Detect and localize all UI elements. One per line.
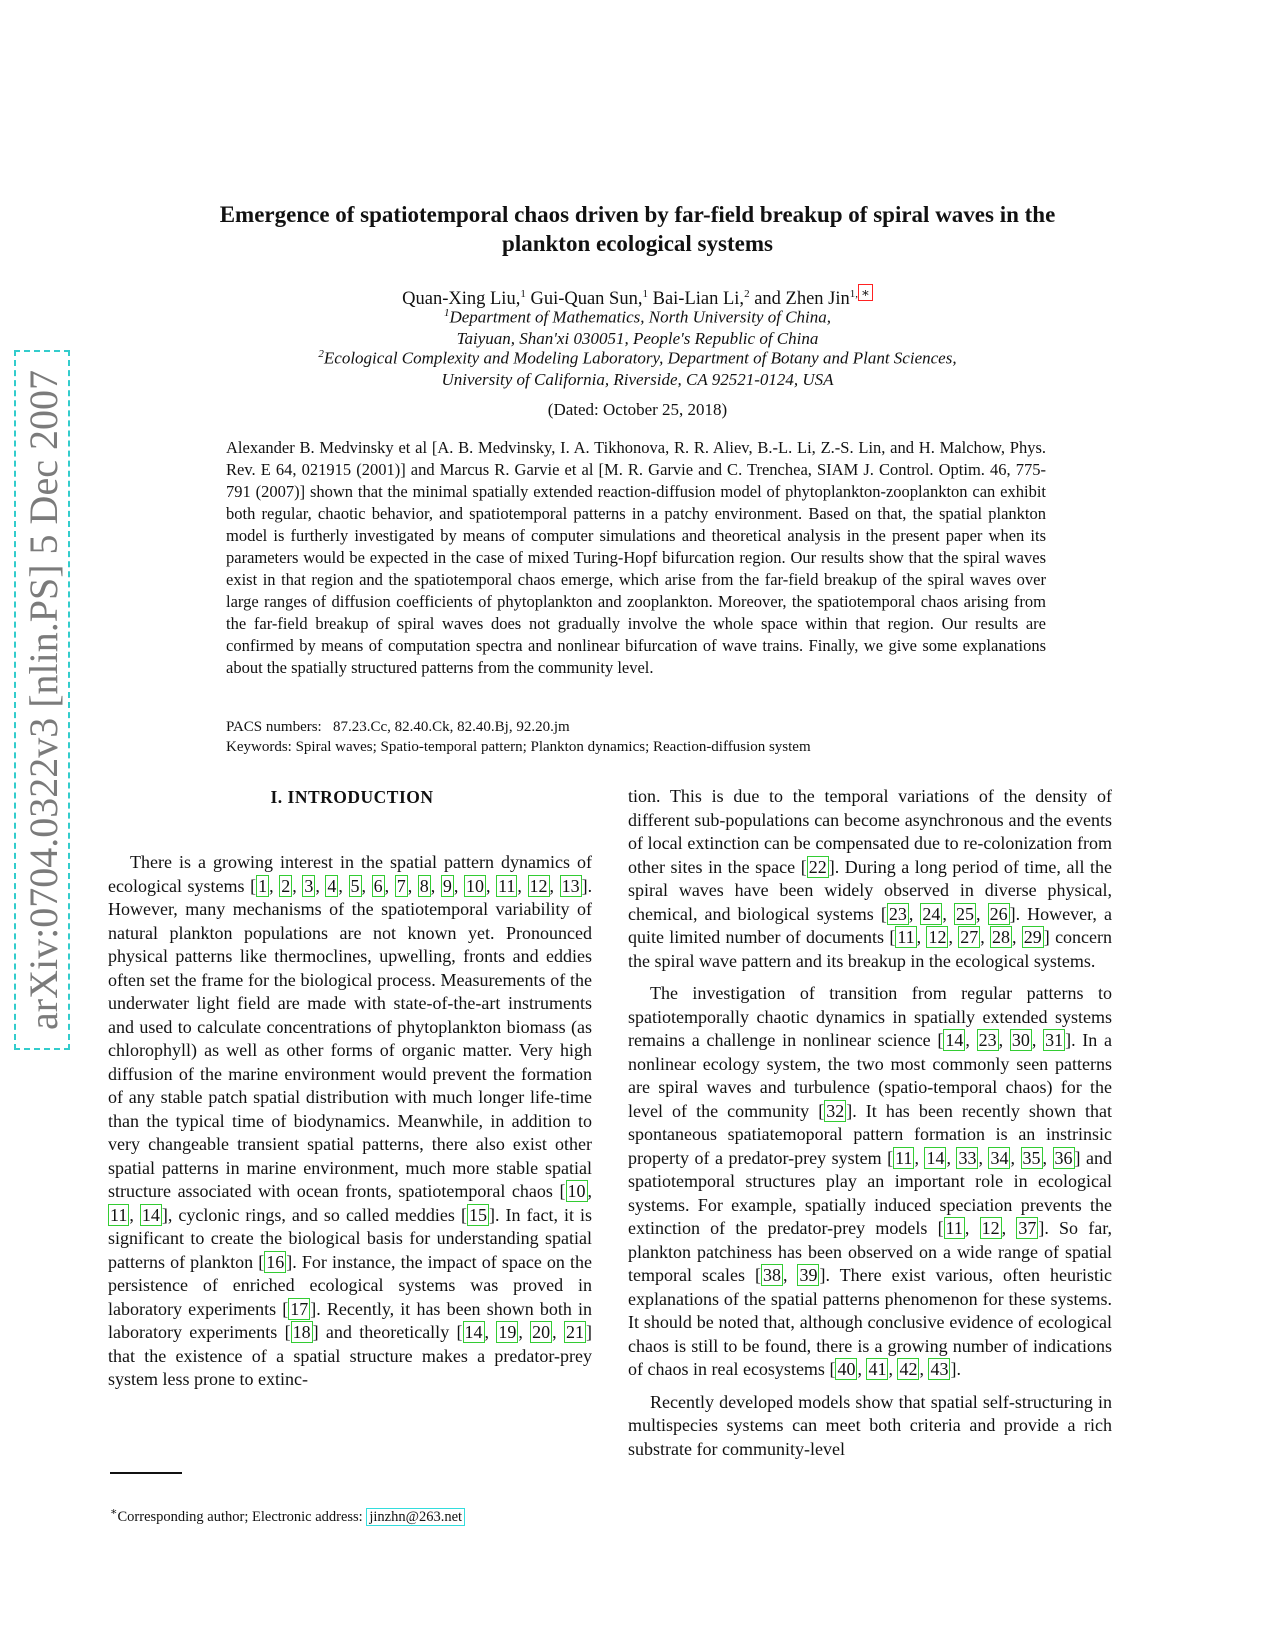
citation-link[interactable]: 34 (990, 1147, 1009, 1168)
citation-link[interactable]: 10 (567, 1181, 586, 1201)
title-line-2: plankton ecological systems (502, 231, 773, 256)
pacs-values: 87.23.Cc, 82.40.Ck, 82.40.Bj, 92.20.jm (332, 719, 570, 735)
citation-link[interactable]: 36 (1054, 1147, 1073, 1168)
corresponding-author-link[interactable]: ∗ (858, 284, 873, 301)
citation-link[interactable]: 12 (981, 1218, 1000, 1238)
citation-link[interactable]: 40 (837, 1359, 856, 1379)
citation-link[interactable]: 25 (956, 903, 974, 924)
affiliation-marker: 2 (318, 348, 324, 360)
citation-link[interactable]: 3 (304, 875, 314, 896)
citation-link[interactable]: 11 (110, 1204, 128, 1225)
citation-group: 14 , 19 , 20 , 21 (464, 1322, 584, 1342)
affiliation-1 (100, 303, 1175, 349)
citation-link[interactable]: 29 (1023, 927, 1042, 947)
affiliation-marker: 1 (642, 288, 648, 300)
citation-link[interactable]: 39 (799, 1265, 818, 1285)
keywords: Keywords: Spiral waves; Spatio-temporal pattern; Plankton dynamics; Reaction-diffusion system (226, 739, 811, 755)
citation-link[interactable]: 37 (1018, 1218, 1037, 1238)
citation-group (288, 1298, 310, 1320)
affiliation-text: Ecological Complexity and Modeling Laboratory, Department of Botany and Plant Sciences, (323, 348, 957, 368)
citation-link[interactable]: 33 (958, 1147, 977, 1168)
citation-link[interactable]: 14 (945, 1030, 964, 1050)
citation-group (807, 856, 829, 878)
citation-link[interactable]: 21 (566, 1322, 584, 1342)
footnote-text: Corresponding author; Electronic address: (117, 1508, 367, 1525)
affiliation-marker: 1, (849, 288, 858, 300)
citation-group: 11 , 12 , 37 (945, 1218, 1037, 1238)
citation-link[interactable]: 4 (327, 875, 337, 896)
pacs-label: PACS numbers: (226, 719, 322, 735)
citation-link[interactable]: 2 (281, 875, 291, 896)
citation-link[interactable]: 31 (1045, 1030, 1064, 1050)
author-name: Bai-Lian Li, (652, 289, 745, 310)
citation-link[interactable]: 43 (930, 1359, 949, 1379)
arxiv-identifier[interactable]: arXiv:0704.0322v3 [nlin.PS] 5 Dec 2007 (14, 350, 70, 1050)
author-name: Gui-Quan Sun, (530, 289, 643, 310)
affiliation-text: University of California, Riverside, CA 92521-0124, USA (441, 369, 834, 389)
citation-link[interactable]: 20 (532, 1322, 551, 1342)
citation-link[interactable]: 9 (442, 875, 452, 896)
citation-link[interactable]: 14 (926, 1147, 945, 1168)
citation-link[interactable]: 11 (897, 927, 915, 947)
citation-link[interactable]: 15 (468, 1204, 487, 1225)
citation-group: 14 , 23 , 30 , 31 (945, 1030, 1064, 1050)
citation-group: 10 , 11 , 14 (110, 1181, 592, 1225)
author-name: Quan-Xing Liu, (402, 289, 521, 310)
citation-group (264, 1251, 286, 1273)
affiliation-text: Taiyuan, Shan'xi 030051, People's Republic of China (456, 328, 819, 348)
citation-link[interactable]: 24 (922, 903, 941, 924)
citation-group (291, 1321, 313, 1343)
citation-group (824, 1100, 846, 1122)
citation-link[interactable]: 11 (945, 1218, 963, 1238)
pacs-numbers (226, 717, 1046, 737)
citation-link[interactable]: 12 (928, 927, 947, 947)
left-column (108, 851, 592, 1392)
affiliation-text: Department of Mathematics, North University of China, (449, 307, 832, 327)
paper-title (100, 200, 1175, 258)
citation-link[interactable]: 35 (1022, 1147, 1041, 1168)
citation-link[interactable]: 16 (266, 1251, 285, 1272)
footnote-rule (110, 1472, 182, 1474)
abstract: Alexander B. Medvinsky et al [A. B. Medvinsky, I. A. Tikhonova, R. R. Aliev, B.-L. Li, Z.-S. Lin, and H. Malchow, Phys. Rev. E 64, 021915 (2001)] and Marcus R. Garvie et al [M. R. Garvie and C. Trenchea, SIAM J. Control. Optim. 46, 775-791 (2007)] shown that the minimal spatially extended reaction-diffusion model of phytoplankton-zooplankton can exhibit both regular, chaotic behavior, and spatiotemporal patterns in a patchy environment. Based on that, the spatial plankton model is furtherly investigated by means of computer simulations and theoretical analysis in the present paper when its parameters would be expected in the case of mixed Turing-Hopf bifurcation region. Our results show that the spiral waves exist in that region and the spatiotemporal chaos emerge, which arise from the far-field breakup of the spiral waves over large ranges of diffusion coefficients of phytoplankton and zooplankton. Moreover, the spatiotemporal chaos arising from the far-field breakup of spiral waves does not gradually involve the whole space within that region. Our results are confirmed by means of computation spectra and nonlinear bifurcation of wave trains. Finally, we give some explanations about the spatially structured patterns from the community level. (226, 438, 1046, 677)
footnote-marker: ∗ (110, 1506, 118, 1518)
section-heading: I. INTRODUCTION (270, 787, 434, 807)
citation-link[interactable]: 32 (826, 1100, 845, 1121)
citation-link[interactable]: 5 (350, 875, 360, 896)
citation-group: 38 , 39 (762, 1265, 818, 1285)
citation-link[interactable]: 7 (396, 875, 406, 896)
citation-link[interactable]: 26 (989, 903, 1008, 924)
citation-group: 1 , 2 , 3 , 4 , 5 , 6 , 7 , 8 , 9 , 10 , 11 , 12 , 13 (258, 875, 580, 896)
affiliation-2 (100, 344, 1175, 390)
affiliation-marker: 1 (443, 307, 450, 319)
title-line-1: Emergence of spatiotemporal chaos driven by far-field breakup of spiral waves in the (219, 202, 1056, 227)
citation-group (467, 1204, 489, 1226)
citation-link[interactable]: 38 (762, 1265, 781, 1285)
citation-group: 11 , 12 , 27 , 28 , 29 (897, 927, 1042, 947)
right-column (628, 785, 1112, 1461)
citation-link[interactable]: 11 (498, 875, 516, 896)
citation-link[interactable]: 11 (895, 1147, 913, 1168)
intro-paragraph: There is a growing interest in the spatial pattern dynamics of ecological systems [ 1 , 2 , 3 , 4 , 5 , 6 , 7 , 8 , 9 , 10 , 11 , 12 , 13 ]. However, many mechanisms of the spatiotemporal variability of natural plankton populations are not known yet. Pronounced physical patterns like thermoclines, upwelling, fronts and eddies often set the frame for the biological process. Measurements of the underwater light field are made with state-of-the-art instruments and used to calculate concentrations of phytoplankton biomass (as chlorophyll) as well as other forms of organic matter. Very high diffusion of the marine environment would prevent the formation of any stable patch spatial distribution with much longer life-time than the typical time of biodynamics. Meanwhile, in addition to very changeable transient spatial patterns, there also exist other spatial patterns in marine environment, much more stable spatial structure associated with ocean fronts, spatiotemporal chaos [ 10 , 11 , 14 ], cyclonic rings, and so called meddies [ 15 ]. In fact, it is significant to create the biological basis for understanding spatial patterns of plankton [ 16 ]. For instance, the impact of space on the persistence of enriched ecological systems was proved in laboratory experiments [ 17 ]. Recently, it has been shown both in laboratory experiments [ 18 ] and theoretically [ 14 , 19 , 20 , 21 ] that the existence of a spatial structure makes a predator-prey system less prone to extinc- (108, 852, 593, 1389)
citation-link[interactable]: 14 (141, 1204, 160, 1225)
citation-link[interactable]: 17 (290, 1298, 309, 1319)
citation-link[interactable]: 30 (1011, 1030, 1030, 1050)
affiliation-marker: 1 (520, 288, 526, 300)
author-name: and Zhen Jin (754, 289, 850, 310)
citation-link[interactable]: 19 (498, 1322, 517, 1342)
citation-group: 23 , 24 , 25 , 26 (888, 903, 1008, 924)
citation-group: 40 , 41 , 42 , 43 (837, 1359, 949, 1379)
date-line: (Dated: October 25, 2018) (547, 400, 728, 419)
footnote (110, 1505, 465, 1526)
affiliation-marker: 2 (744, 288, 750, 300)
citation-link[interactable]: 8 (419, 875, 429, 896)
citation-link[interactable]: 41 (868, 1359, 887, 1379)
citation-group: 11 , 14 , 33 , 34 , 35 , 36 (895, 1147, 1073, 1168)
email-link[interactable]: jinzhn@263.net (366, 1508, 465, 1526)
citation-link[interactable]: 18 (292, 1322, 311, 1342)
citation-link[interactable]: 10 (465, 875, 484, 896)
citation-link[interactable]: 22 (808, 856, 827, 877)
intro-paragraph: Recently developed models show that spatial self-structuring in multispecies systems can meet both criteria and provide a rich substrate for community-level (628, 1391, 1112, 1459)
citation-link[interactable]: 23 (978, 1030, 997, 1050)
citation-link[interactable]: 12 (529, 875, 548, 896)
citation-link[interactable]: 14 (464, 1322, 483, 1342)
citation-link[interactable]: 23 (888, 903, 907, 924)
citation-link[interactable]: 27 (960, 927, 979, 947)
citation-link[interactable]: 42 (899, 1359, 918, 1379)
citation-link[interactable]: 28 (992, 927, 1011, 947)
citation-link[interactable]: 13 (561, 875, 580, 896)
intro-paragraph: tion. This is due to the temporal variations of the density of different sub-populations can become asynchronous and the events of local extinction can be compensated due to re-colonization from other sites in the space [ 22 ]. During a long period of time, all the spiral waves have been widely observed in diverse physical, chemical, and biological systems [ 23 , 24 , 25 , 26 ]. However, a quite limited number of documents [ 11 , 12 , 27 , 28 , 29 ] concern the spiral wave pattern and its breakup in the ecological systems. (628, 786, 1113, 971)
intro-paragraph: The investigation of transition from regular patterns to spatiotemporally chaotic dynamics in spatially extended systems remains a challenge in nonlinear science [ 14 , 23 , 30 , 31 ]. In a nonlinear ecology system, the two most commonly seen patterns are spiral waves and turbulence (spatio-temporal chaos) for the level of the community [ 32 ]. It has been recently shown that spontaneous spatiatemoporal pattern formation is an instrinsic property of a predator-prey system [ 11 , 14 , 33 , 34 , 35 , 36 ] and spatiotemporal structures play an important role in ecological systems. For example, spatially induced speciation prevents the extinction of the predator-prey models [ 11 , 12 , 37 ]. So far, plankton patchiness has been observed on a wide range of spatial temporal scales [ 38 , 39 ]. There exist various, often heuristic explanations of the spatial patterns phenomenon for these systems. It should be noted that, although conclusive evidence of ecological chaos is still to be found, there is a growing number of indications of chaos in real ecosystems [ 40 , 41 , 42 , 43 ]. (628, 983, 1113, 1379)
citation-link[interactable]: 6 (373, 875, 383, 896)
citation-link[interactable]: 1 (258, 875, 268, 896)
